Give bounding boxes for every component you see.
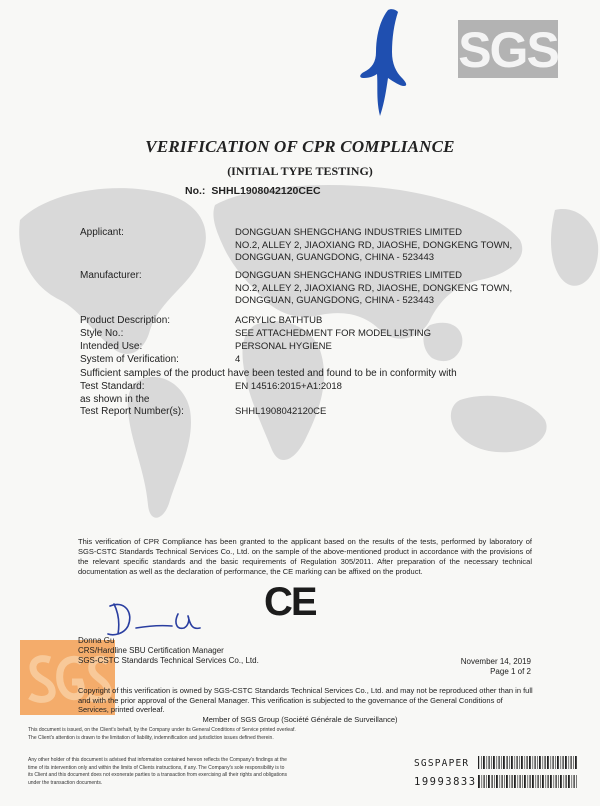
manufacturer-line: DONGGUAN SHENGCHANG INDUSTRIES LIMITED xyxy=(235,270,462,281)
certificate-number-value: SHHL1908042120CEC xyxy=(211,185,321,197)
compliance-paragraph: This verification of CPR Compliance has been granted to the applicant based on the results of the tests, performed by laboratory of SGS-CSTC Standards Technical Services Co., Ltd. on the sample of the above-mentioned product in accordance with the provisions of the relevant specific standards and the basic requirements of Regulation 305/2011. After preparation of the necessary technical documentation as well as the declaration of performance, the CE marking can be affixed on the product. xyxy=(78,537,532,576)
copyright-notice: Copyright of this verification is owned by SGS-CSTC Standards Technical Services Co., Ltd. and may not be reproduced other than in full and with the prior approval of the General Manager. This verification is subjected to the governance of the General Conditions of Services, printed overleaf. xyxy=(78,686,533,714)
issue-date: November 14, 2019 xyxy=(460,657,531,666)
style-no-label: Style No.: xyxy=(80,328,124,339)
test-standard-label: Test Standard: xyxy=(80,381,145,392)
document-title: VERIFICATION OF CPR COMPLIANCE xyxy=(145,137,455,156)
conformity-statement: Sufficient samples of the product have been tested and found to be in conformity with xyxy=(80,368,457,379)
as-shown-text: as shown in the xyxy=(80,394,150,405)
document-subtitle: (INITIAL TYPE TESTING) xyxy=(227,164,373,178)
applicant-line: DONGGUAN, GUANGDONG, CHINA - 523443 xyxy=(235,252,435,263)
fine-print-holder xyxy=(28,757,383,787)
barcode-top xyxy=(478,756,578,769)
applicant-value xyxy=(235,227,512,265)
applicant-label: Applicant: xyxy=(80,227,124,238)
product-description-value: ACRYLIC BATHTUB xyxy=(235,315,323,326)
barcode-bottom xyxy=(478,775,578,788)
page-number: Page 1 of 2 xyxy=(490,667,531,676)
system-of-verification-label: System of Verification: xyxy=(80,354,179,365)
signatory-company: SGS-CSTC Standards Technical Services Co., Ltd. xyxy=(78,656,259,665)
test-report-label: Test Report Number(s): xyxy=(80,406,184,417)
ce-mark: CE xyxy=(264,580,316,624)
sgs-eagle-logo-icon xyxy=(350,8,420,118)
applicant-line: NO.2, ALLEY 2, JIAOXIANG RD, JIAOSHE, DONGKENG TOWN, xyxy=(235,239,513,251)
style-no-value: SEE ATTACHEDMENT FOR MODEL LISTING xyxy=(235,328,432,339)
manufacturer-value xyxy=(235,270,512,308)
test-standard-value: EN 14516:2015+A1:2018 xyxy=(235,381,342,392)
fine-print-line: under the transaction documents. xyxy=(28,779,103,786)
certificate-number xyxy=(185,185,327,197)
serial-number: 19993833 xyxy=(414,776,477,788)
intended-use-value: PERSONAL HYGIENE xyxy=(235,341,332,352)
manufacturer-label: Manufacturer: xyxy=(80,270,142,281)
product-description-label: Product Description: xyxy=(80,315,171,326)
fine-print-line: time of its intervention only and within the limits of Clients instructions, if any. The Company's sole responsibility is to xyxy=(28,764,285,771)
test-report-value: SHHL1908042120CE xyxy=(235,406,327,417)
date-block xyxy=(437,657,531,677)
certificate-number-label: No.: xyxy=(185,185,206,197)
fine-print-line: The Client's attention is drawn to the limitation of liability, indemnification and jurisdiction issues defined therein. xyxy=(28,734,274,741)
manufacturer-line: NO.2, ALLEY 2, JIAOXIANG RD, JIAOSHE, DONGKENG TOWN, xyxy=(235,282,513,294)
handwritten-signature xyxy=(100,598,210,640)
signatory-name: Donna Gu xyxy=(78,636,115,645)
system-of-verification-value: 4 xyxy=(235,354,241,365)
fine-print-client xyxy=(28,727,383,742)
paper-label: SGSPAPER xyxy=(414,758,470,769)
manufacturer-line: DONGGUAN, GUANGDONG, CHINA - 523443 xyxy=(235,295,435,306)
sgs-logo-text: SGS xyxy=(458,22,558,78)
member-of-sgs-group: Member of SGS Group (Société Générale de Surveillance) xyxy=(202,715,398,724)
signatory-title: CRS/Hardline SBU Certification Manager xyxy=(78,646,224,655)
fine-print-line: its Client and this document does not exonerate parties to a transaction from exercising all their rights and obligations xyxy=(28,772,288,778)
intended-use-label: Intended Use: xyxy=(80,341,143,352)
applicant-line: DONGGUAN SHENGCHANG INDUSTRIES LIMITED xyxy=(235,227,462,238)
sgs-logo xyxy=(458,20,558,78)
fine-print-line: Any other holder of this document is advised that information contained hereon reflects the Company's findings at the xyxy=(28,757,287,763)
signatory-block xyxy=(78,636,259,666)
fine-print-line: This document is issued, on the Client's behalf, by the Company under its General Conditions of Service printed overleaf. xyxy=(28,727,296,733)
